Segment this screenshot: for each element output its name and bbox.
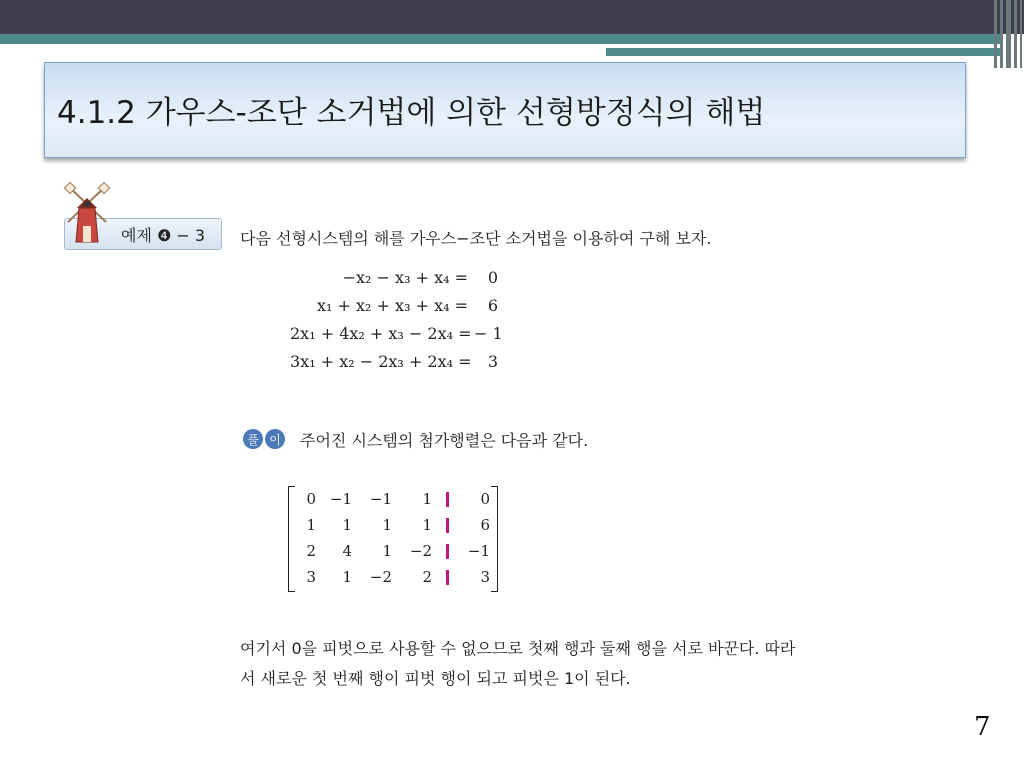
equation-lhs: −x₂ − x₃ + x₄ = [342,268,468,287]
slide-title: 4.1.2 가우스-조단 소거법에 의한 선형방정식의 해법 [57,95,766,131]
matrix-cell: −2 [369,568,392,586]
matrix-cell: 1 [306,516,316,534]
equation-rhs: 6 [487,296,498,315]
matrix-cell: 1 [342,516,352,534]
decorative-stripes [994,0,1024,68]
page-number: 7 [974,712,991,742]
header-accent-band [0,34,1000,44]
solution-badge-text-2: 이 [269,433,281,447]
equation-rhs: − 1 [474,324,503,343]
solution-intro: 주어진 시스템의 첨가행렬은 다음과 같다. [300,431,589,450]
matrix-cell: 1 [382,516,392,534]
matrix-cell: −1 [467,542,490,560]
matrix-cell: 4 [342,542,352,560]
solution-badge-text-1: 풀 [247,433,259,447]
matrix-cell: 3 [480,568,490,586]
matrix-cell: −1 [329,490,352,508]
solution-badge-icon [242,428,288,450]
slide-title-box [44,62,966,158]
augmented-matrix [288,486,498,592]
augment-divider [446,518,449,533]
matrix-cell: −2 [409,542,432,560]
matrix-cell: 2 [306,542,316,560]
matrix-cell: 1 [382,542,392,560]
matrix-cell: 3 [306,568,316,586]
explanation-line-1: 여기서 0을 피벗으로 사용할 수 없으므로 첫째 행과 둘째 행을 서로 바꾼다. 따라 [240,639,796,658]
header-bar [0,0,1024,34]
augment-divider [446,544,449,559]
matrix-cell: 6 [480,516,490,534]
matrix-bracket-right [491,486,498,592]
equation-lhs: 3x₁ + x₂ − 2x₃ + 2x₄ = [290,352,472,371]
matrix-cell: −1 [369,490,392,508]
matrix-cell: 0 [306,490,316,508]
example-prompt: 다음 선형시스템의 해를 가우스−조단 소거법을 이용하여 구해 보자. [240,229,712,248]
augment-divider [446,570,449,585]
equation-rhs: 3 [487,352,498,371]
matrix-cell: 1 [422,516,432,534]
matrix-cell: 1 [422,490,432,508]
equation-lhs: 2x₁ + 4x₂ + x₃ − 2x₄ = [290,324,472,343]
equation-lhs: x₁ + x₂ + x₃ + x₄ = [317,296,468,315]
augment-divider [446,492,449,507]
windmill-icon [62,182,112,248]
header-accent-band-lower [606,48,1000,56]
matrix-cell: 0 [480,490,490,508]
equation-rhs: 0 [487,268,498,287]
example-label: 예제 ❹ − 3 [121,226,206,245]
matrix-cell: 2 [422,568,432,586]
explanation-line-2: 서 새로운 첫 번째 행이 피벗 행이 되고 피벗은 1이 된다. [240,669,631,688]
matrix-cell: 1 [342,568,352,586]
